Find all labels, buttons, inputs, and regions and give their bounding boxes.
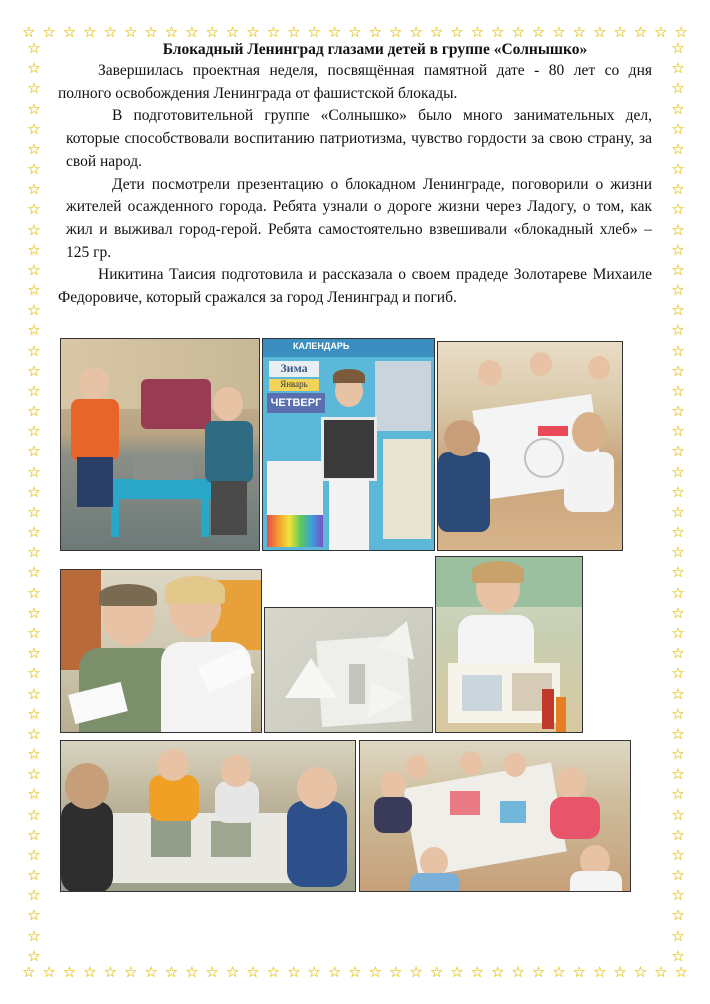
star-icon: ☆	[287, 963, 301, 981]
star-icon: ☆	[633, 23, 648, 41]
star-icon: ☆	[27, 402, 41, 421]
star-icon: ☆	[671, 745, 685, 764]
star-icon: ☆	[450, 23, 464, 41]
star-icon: ☆	[205, 23, 219, 41]
star-icon: ☆	[62, 963, 77, 981]
star-icon: ☆	[674, 23, 688, 41]
star-icon: ☆	[671, 502, 685, 521]
star-icon: ☆	[671, 160, 685, 179]
star-icon: ☆	[409, 963, 423, 981]
photo-boys-drawing-table	[60, 740, 356, 892]
star-icon: ☆	[205, 963, 219, 981]
star-icon: ☆	[62, 23, 77, 41]
star-icon: ☆	[671, 926, 685, 945]
star-icon: ☆	[27, 281, 41, 300]
star-icon: ☆	[671, 845, 685, 864]
star-icon: ☆	[389, 23, 403, 41]
star-icon: ☆	[27, 341, 41, 360]
star-icon: ☆	[671, 523, 685, 542]
star-icon: ☆	[671, 664, 685, 683]
star-icon: ☆	[552, 23, 566, 41]
star-icon: ☆	[27, 886, 41, 905]
star-icon: ☆	[27, 180, 41, 199]
star-icon: ☆	[27, 805, 41, 824]
star-icon: ☆	[671, 825, 685, 844]
star-icon: ☆	[671, 543, 685, 562]
star-icon: ☆	[144, 23, 158, 41]
star-icon: ☆	[470, 23, 485, 41]
star-icon: ☆	[27, 946, 41, 964]
star-icon: ☆	[266, 963, 281, 981]
photo-boys-bread-scales	[60, 338, 260, 551]
star-border-bottom	[22, 962, 688, 982]
star-icon: ☆	[671, 200, 685, 219]
star-icon: ☆	[671, 422, 685, 441]
star-icon: ☆	[42, 23, 56, 41]
star-icon: ☆	[511, 963, 525, 981]
calendar-card-day: ЧЕТВЕРГ	[267, 393, 325, 413]
star-icon: ☆	[671, 482, 685, 501]
star-icon: ☆	[470, 963, 485, 981]
star-icon: ☆	[22, 963, 36, 981]
star-icon: ☆	[613, 23, 627, 41]
star-icon: ☆	[671, 79, 685, 98]
star-icon: ☆	[27, 825, 41, 844]
star-icon: ☆	[671, 341, 685, 360]
star-border-top	[22, 22, 688, 42]
photo-boys-paper-planes	[60, 569, 262, 733]
star-icon: ☆	[429, 23, 444, 41]
star-icon: ☆	[27, 523, 41, 542]
star-icon: ☆	[368, 23, 383, 41]
star-icon: ☆	[671, 644, 685, 663]
star-icon: ☆	[671, 724, 685, 743]
star-icon: ☆	[671, 180, 685, 199]
star-icon: ☆	[671, 99, 685, 118]
star-icon: ☆	[307, 23, 321, 41]
star-icon: ☆	[144, 963, 158, 981]
paragraph-4: Никитина Таисия подготовила и рассказала о своем прадеде Золотареве Михаиле Федоровиче, который сражался за город Ленинград и погиб.	[58, 266, 652, 307]
article	[58, 40, 652, 310]
star-icon: ☆	[103, 23, 118, 41]
paragraph-3: Дети посмотрели презентацию о блокадном Ленинграде, поговорили о жизни жителей осажденного города. Ребята узнали о дороге жизни через Ладогу, о том, как жил и выживал город-герой. Ребята самостоятельно взвешивали «блокадный хлеб» – 125 гр.	[66, 175, 652, 261]
star-icon: ☆	[27, 482, 41, 501]
star-icon: ☆	[27, 160, 41, 179]
star-icon: ☆	[671, 402, 685, 421]
star-icon: ☆	[27, 502, 41, 521]
star-icon: ☆	[671, 119, 685, 138]
star-icon: ☆	[246, 963, 260, 981]
star-icon: ☆	[27, 704, 41, 723]
star-icon: ☆	[27, 765, 41, 784]
star-icon: ☆	[671, 260, 685, 279]
star-icon: ☆	[671, 442, 685, 461]
star-icon: ☆	[27, 906, 41, 925]
star-border-right	[668, 40, 688, 964]
star-icon: ☆	[27, 442, 41, 461]
star-icon: ☆	[671, 381, 685, 400]
star-icon: ☆	[671, 603, 685, 622]
star-icon: ☆	[671, 805, 685, 824]
paragraph-2: В подготовительной группе «Солнышко» было много занимательных дел, которые способствовали воспитанию патриотизма, чувство гордости за свою страну, за свой народ.	[66, 107, 652, 170]
star-icon: ☆	[531, 23, 546, 41]
star-icon: ☆	[225, 963, 240, 981]
star-icon: ☆	[27, 59, 41, 78]
calendar-card-month: Январь	[269, 379, 319, 391]
star-icon: ☆	[592, 963, 607, 981]
star-icon: ☆	[27, 79, 41, 98]
star-icon: ☆	[429, 963, 444, 981]
star-icon: ☆	[27, 866, 41, 885]
star-icon: ☆	[671, 563, 685, 582]
star-icon: ☆	[348, 963, 362, 981]
star-icon: ☆	[225, 23, 240, 41]
star-icon: ☆	[592, 23, 607, 41]
star-icon: ☆	[27, 462, 41, 481]
star-icon: ☆	[27, 139, 41, 158]
star-icon: ☆	[450, 963, 464, 981]
star-icon: ☆	[164, 23, 179, 41]
star-icon: ☆	[671, 301, 685, 320]
star-icon: ☆	[27, 745, 41, 764]
star-icon: ☆	[27, 543, 41, 562]
star-icon: ☆	[674, 963, 688, 981]
star-icon: ☆	[27, 301, 41, 320]
star-icon: ☆	[671, 220, 685, 239]
page-title: Блокадный Ленинград глазами детей в группе «Солнышко»	[162, 41, 588, 58]
star-icon: ☆	[671, 240, 685, 259]
star-icon: ☆	[27, 119, 41, 138]
star-icon: ☆	[572, 963, 586, 981]
star-icon: ☆	[671, 361, 685, 380]
star-icon: ☆	[27, 583, 41, 602]
star-icon: ☆	[27, 664, 41, 683]
star-icon: ☆	[103, 963, 118, 981]
star-icon: ☆	[490, 23, 505, 41]
calendar-header: КАЛЕНДАРЬ	[293, 341, 350, 351]
star-icon: ☆	[266, 23, 281, 41]
star-icon: ☆	[671, 704, 685, 723]
photo-girl-portrait-calendar	[262, 338, 435, 551]
star-icon: ☆	[389, 963, 403, 981]
star-icon: ☆	[185, 963, 199, 981]
star-icon: ☆	[671, 583, 685, 602]
star-icon: ☆	[613, 963, 627, 981]
star-icon: ☆	[27, 200, 41, 219]
star-icon: ☆	[185, 23, 199, 41]
star-icon: ☆	[671, 281, 685, 300]
star-icon: ☆	[368, 963, 383, 981]
star-icon: ☆	[671, 906, 685, 925]
star-icon: ☆	[27, 563, 41, 582]
star-icon: ☆	[27, 381, 41, 400]
star-icon: ☆	[654, 963, 668, 981]
star-icon: ☆	[123, 963, 138, 981]
star-icon: ☆	[27, 684, 41, 703]
photo-girl-drawing	[435, 556, 583, 733]
star-icon: ☆	[671, 946, 685, 964]
star-icon: ☆	[287, 23, 301, 41]
paragraph-1: Завершилась проектная неделя, посвящённая памятной дате - 80 лет со дня полного освобождения Ленинграда от фашистской блокады.	[58, 62, 652, 102]
star-icon: ☆	[671, 623, 685, 642]
star-icon: ☆	[164, 963, 179, 981]
star-icon: ☆	[27, 644, 41, 663]
star-icon: ☆	[27, 422, 41, 441]
star-icon: ☆	[671, 40, 685, 57]
star-icon: ☆	[83, 23, 97, 41]
star-icon: ☆	[633, 963, 648, 981]
star-icon: ☆	[348, 23, 362, 41]
calendar-card-winter: Зима	[269, 361, 319, 377]
star-icon: ☆	[671, 765, 685, 784]
star-icon: ☆	[27, 603, 41, 622]
star-icon: ☆	[27, 623, 41, 642]
star-icon: ☆	[671, 462, 685, 481]
star-icon: ☆	[42, 963, 56, 981]
star-icon: ☆	[327, 23, 342, 41]
star-icon: ☆	[572, 23, 586, 41]
star-icon: ☆	[552, 963, 566, 981]
star-icon: ☆	[409, 23, 423, 41]
star-icon: ☆	[27, 40, 41, 57]
star-icon: ☆	[27, 220, 41, 239]
star-border-left	[24, 40, 44, 964]
star-icon: ☆	[27, 926, 41, 945]
star-icon: ☆	[27, 240, 41, 259]
star-icon: ☆	[27, 724, 41, 743]
star-icon: ☆	[654, 23, 668, 41]
star-icon: ☆	[27, 321, 41, 340]
star-icon: ☆	[123, 23, 138, 41]
star-icon: ☆	[246, 23, 260, 41]
star-icon: ☆	[671, 886, 685, 905]
star-icon: ☆	[27, 99, 41, 118]
star-icon: ☆	[671, 59, 685, 78]
star-icon: ☆	[307, 963, 321, 981]
star-icon: ☆	[490, 963, 505, 981]
star-icon: ☆	[671, 321, 685, 340]
star-icon: ☆	[27, 260, 41, 279]
star-icon: ☆	[27, 361, 41, 380]
star-icon: ☆	[671, 684, 685, 703]
star-icon: ☆	[83, 963, 97, 981]
star-icon: ☆	[531, 963, 546, 981]
star-icon: ☆	[671, 139, 685, 158]
photo-children-drawing	[437, 341, 623, 551]
photo-paper-planes-table	[264, 607, 433, 733]
star-icon: ☆	[22, 23, 36, 41]
star-icon: ☆	[327, 963, 342, 981]
star-icon: ☆	[671, 866, 685, 885]
star-icon: ☆	[27, 785, 41, 804]
photo-group-drawing	[359, 740, 631, 892]
star-icon: ☆	[27, 845, 41, 864]
star-icon: ☆	[671, 785, 685, 804]
star-icon: ☆	[511, 23, 525, 41]
